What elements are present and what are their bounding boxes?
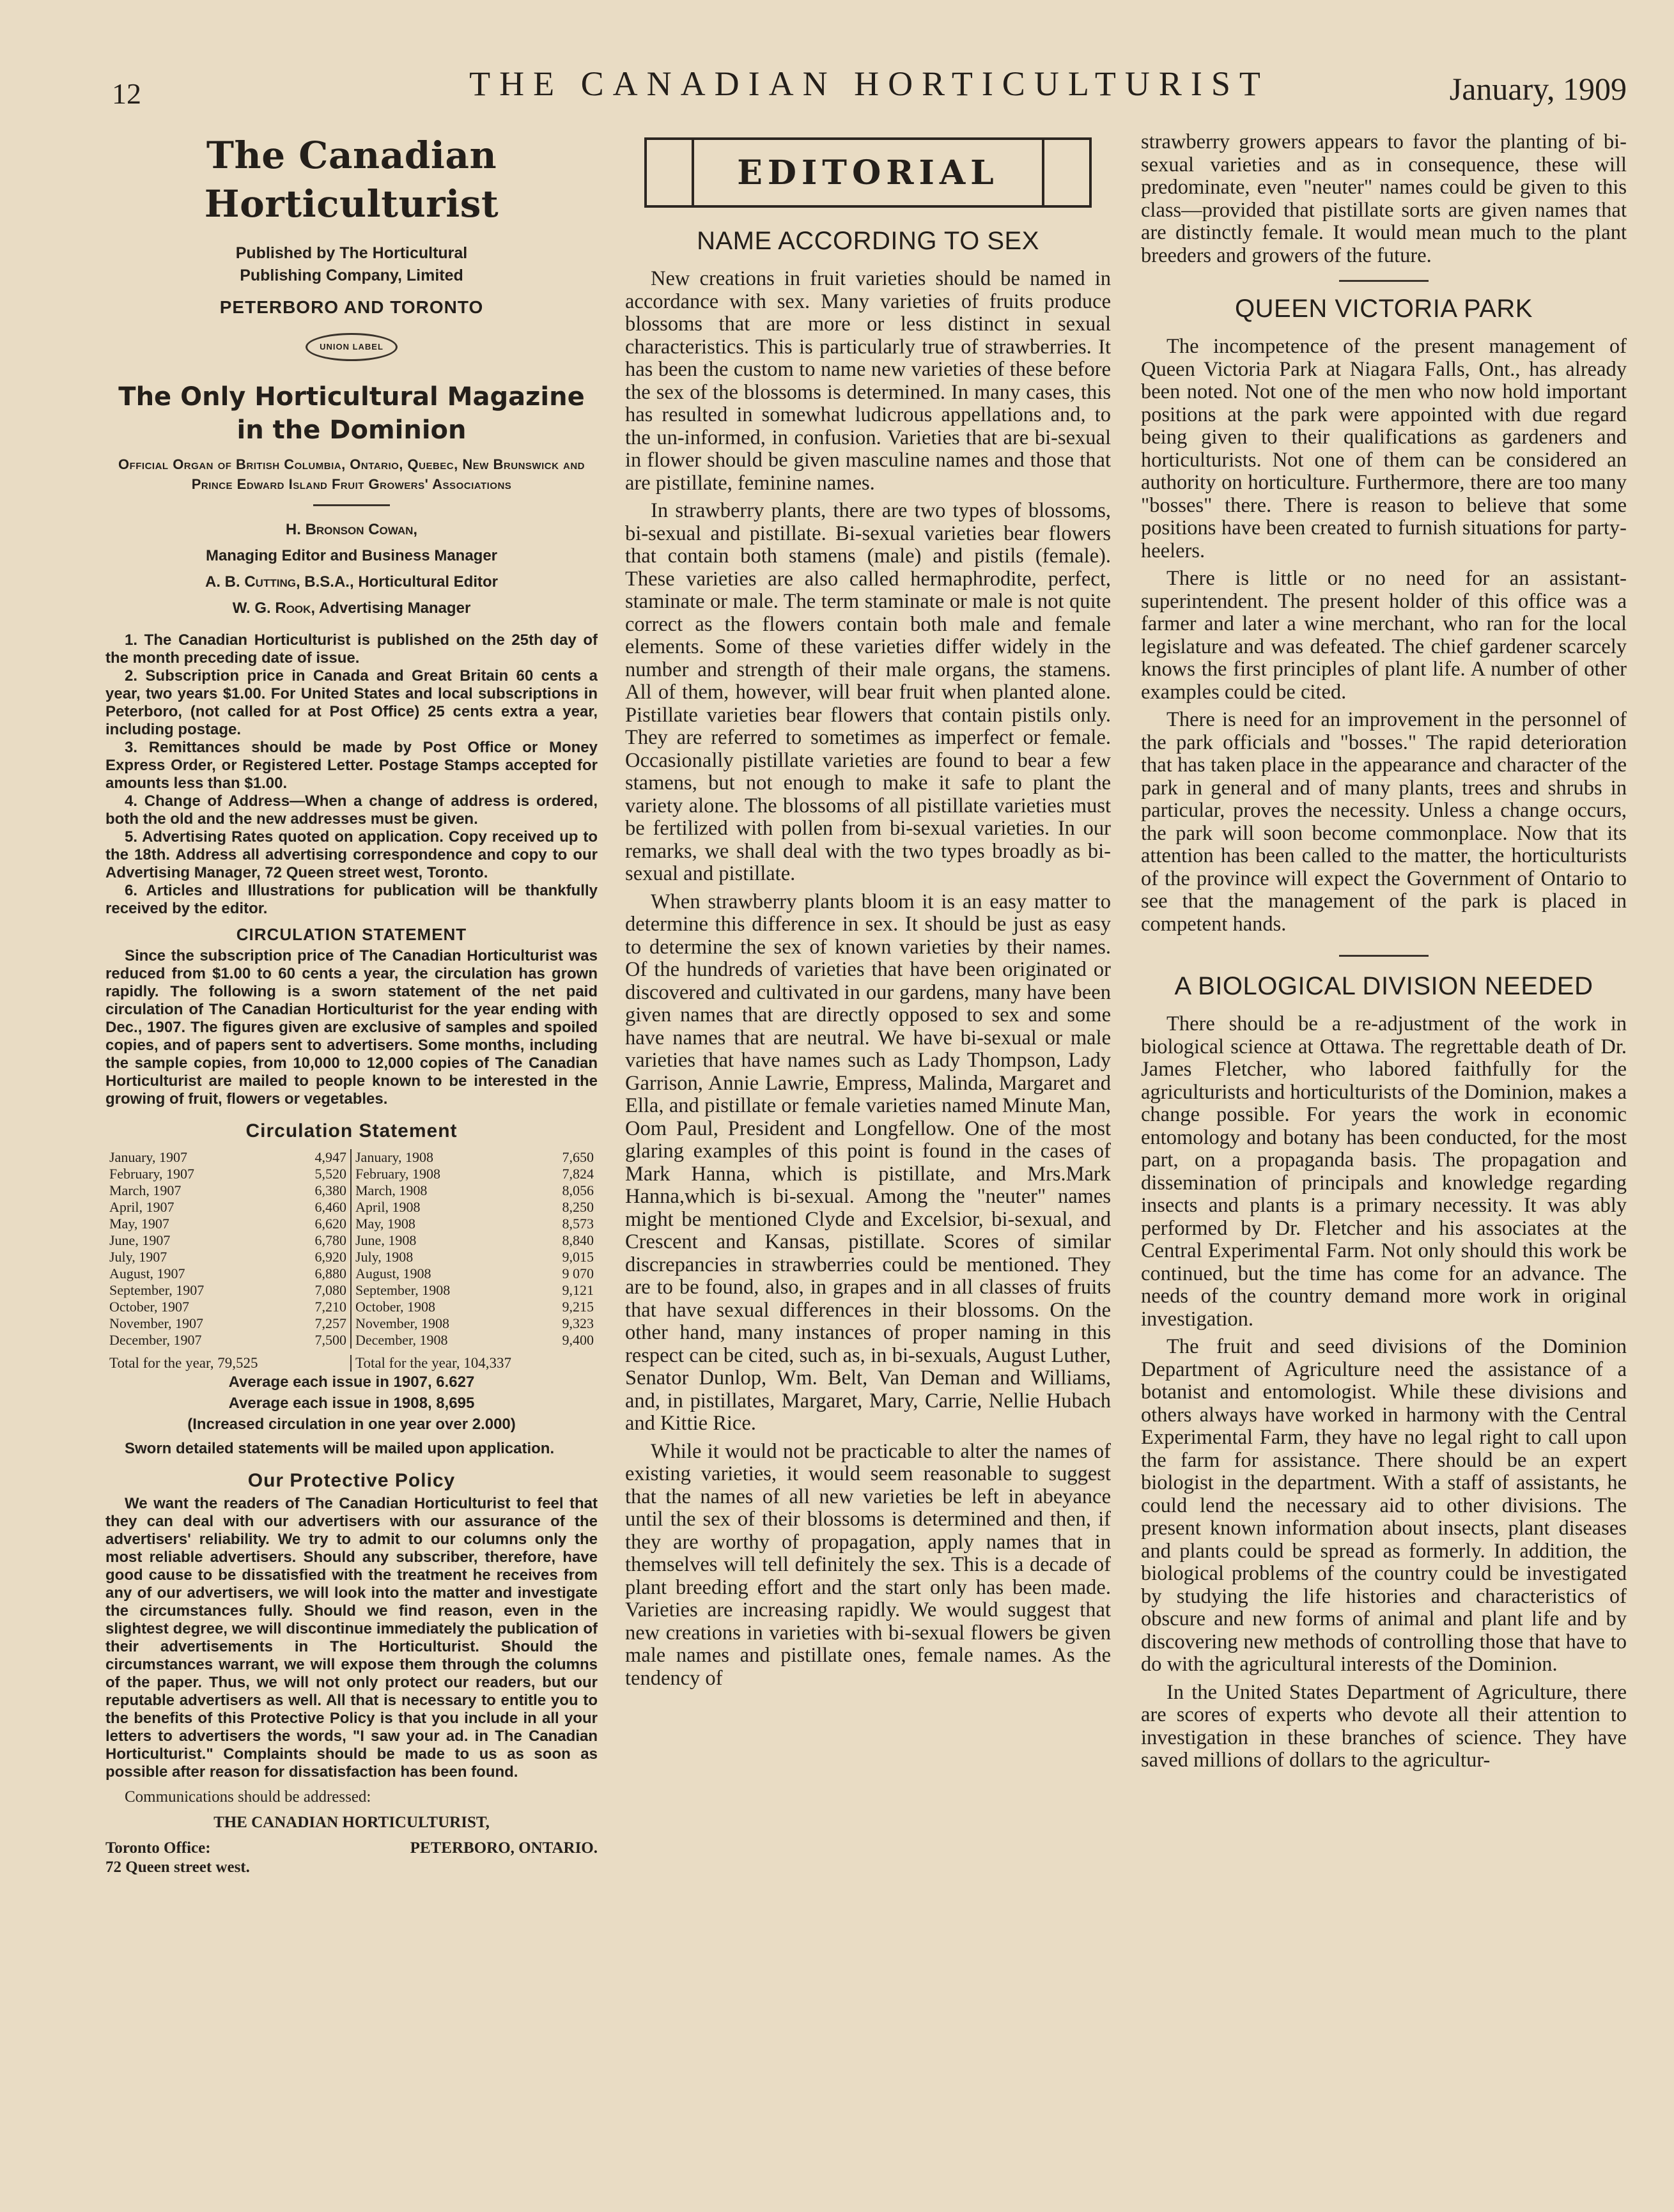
table-row [109,1265,346,1282]
circulation-value: 6,460 [314,1199,346,1215]
article-heading-bio: A BIOLOGICAL DIVISION NEEDED [1174,972,1593,1000]
publication-notices [105,631,598,918]
table-row [109,1182,346,1199]
paragraph: There is need for an improvement in the personnel of the park officials and "bosses." The rapid deterioration that has taken place in the appearance and character of the park in general and of many plants, trees and shrubs in particular, proves the necessity. Unless a change occurs, the park will soon become commonplace. Now that its attention has been called to the matter, the horticulturists of the province will expect the Government of Ontario to see that the management of the park is placed in competent hands. [1141,708,1627,936]
circulation-value: 7,824 [562,1166,594,1182]
article-continuation-sex [1141,131,1627,267]
table-row [355,1199,594,1216]
circulation-value: 7,210 [314,1299,346,1315]
circulation-month: December, 1907 [109,1332,202,1348]
staff-role: Managing Editor and Business Manager [205,547,498,564]
circulation-month: June, 1908 [355,1232,417,1248]
circulation-value: 7,080 [314,1282,346,1298]
circulation-month: February, 1908 [355,1166,440,1182]
circulation-month: July, 1907 [109,1249,167,1265]
address-intro: Communications should be addressed: [125,1788,371,1806]
circulation-value: 9,121 [562,1282,594,1298]
staff-role: Advertising Manager [318,599,471,617]
editorial-column-middle [625,131,1111,2119]
table-row [355,1315,594,1332]
article-heading-park: QUEEN VICTORIA PARK [1235,295,1533,323]
tagline-line: in the Dominion [236,415,467,445]
average-1907: Average each issue in 1907, 6.627 [228,1373,475,1391]
page-number: 12 [112,77,141,110]
article-body-park [1141,336,1627,936]
table-row [109,1216,346,1232]
paragraph: The incompetence of the present management of Queen Victoria Park at Niagara Falls, Ont., has already been noted. Not one of the men who now hold important positions at the park were appointed with due regard being given to their qualifications as gardeners and horticulturists. Not one of them can be considered an authority on horticulture. Furthermore, there are too many "bosses" there. There is reason to believe that some positions have been created to furnish situations for party-heelers. [1141,335,1627,562]
circulation-month: November, 1908 [355,1315,449,1331]
circulation-month: May, 1907 [109,1216,169,1232]
circulation-value: 8,250 [562,1199,594,1215]
union-label-emblem: UNION LABEL [306,333,398,361]
total-1907: Total for the year, 79,525 [105,1355,352,1372]
average-1908: Average each issue in 1908, 8,695 [228,1395,475,1412]
total-1908: Total for the year, 104,337 [355,1355,512,1371]
circulation-month: July, 1908 [355,1249,414,1265]
address-street: 72 Queen street west. [105,1859,250,1876]
official-organ: Official Organ of British Columbia, Ontario, Quebec, New Brunswick and Prince Edward Island Fruit Growers' Associations [118,456,585,492]
article-heading-sex: NAME ACCORDING TO SEX [697,227,1039,255]
table-row [355,1166,594,1182]
paragraph: There should be a re-adjustment of the work in biological science at Ottawa. The regrettable death of Dr. James Fletcher, who labored faithfully for the agriculturists and horticulturists of the Dominion, makes a change possible. For years the work in economic entomology and botany has been conducted, for the most part, on a propaganda basis. The propagation and dissemination of principals and knowledge regarding insects and plants is a primary necessity. It was ably performed by Dr. Fletcher and his associates at the Central Experimental Farm. Not only should this work be continued, but the time has come for an advance. The needs of the country demand more work in original investigation. [1141,1012,1627,1331]
circulation-value: 6,880 [314,1265,346,1281]
notice-item: 5. Advertising Rates quoted on application. Copy received up to the 18th. Address all advertising correspondence and copy to our Advertising Manager, 72 Queen street west, Toronto. [105,828,598,881]
paragraph: There is little or no need for an assistant-superintendent. The present holder of this office was a farmer and later a wine merchant, who ran for the local legislature and was defeated. The chief gardener scarcely knows the first principles of plant life. A number of other examples could be cited. [1141,567,1627,704]
staff-name: W. G. Rook, [232,599,316,617]
circulation-month: February, 1907 [109,1166,194,1182]
publisher-line: Publishing Company, Limited [240,267,463,284]
article-body-sex [625,268,1111,1690]
circulation-value: 5,520 [314,1166,346,1182]
policy-text: We want the readers of The Canadian Horticulturist to feel that they can deal with our advertisers with our assurance of the advertisers' reliability. We try to admit to our columns only the most reliable advertisers. Should any subscriber, therefore, have good cause to be dissatisfied with the treatment he receives from any of our advertisers, we will look into the matter and investigate the circumstances fully. Should we find reason, even in the slightest degree, we will discontinue immediately the publication of their advertisements in The Horticulturist. Should the circumstances warrant, we will expose them through the columns of the paper. Thus, we will not only protect our readers, but our reputable advertisers as well. All that is necessary to entitle you to the benefits of this Protective Policy is that you include in all your letters to advertisers the words, "I saw your ad. in The Canadian Horticulturist." Complaints should be made to us as soon as possible after reason for dissatisfaction has been found. [105,1495,598,1781]
table-row [109,1282,346,1299]
circulation-value: 6,920 [314,1249,346,1265]
table-row [355,1265,594,1282]
circulation-value: 9,215 [562,1299,594,1315]
address-row [105,1839,598,1858]
table-row [109,1315,346,1332]
table-row [355,1299,594,1315]
circulation-value: 8,573 [562,1216,594,1232]
staff-name: A. B. Cutting, B.S.A., [205,573,354,591]
circulation-month: October, 1907 [109,1299,189,1315]
table-row [109,1199,346,1216]
staff-list [105,516,598,621]
circulation-value: 7,500 [314,1332,346,1348]
circulation-value: 6,380 [314,1182,346,1198]
notice-item: 6. Articles and Illustrations for publication will be thankfully received by the editor. [105,882,598,917]
circulation-month: April, 1908 [355,1199,421,1215]
circulation-value: 4,947 [314,1149,346,1165]
table-row [355,1282,594,1299]
circulation-month: August, 1907 [109,1265,185,1281]
circulation-table [105,1149,598,1349]
circulation-month: March, 1908 [355,1182,428,1198]
staff-entry [105,569,598,595]
circulation-month: November, 1907 [109,1315,203,1331]
masthead-column [105,131,598,2119]
paragraph: In the United States Department of Agriculture, there are scores of experts who devote all their attention to investigation in these branches of science. They have saved millions of dollars to the agricultur- [1141,1680,1627,1772]
paragraph: New creations in fruit varieties should be named in accordance with sex. Many varieties of fruits produce blossoms that are more or less distinct in sexual characteristics. This is particularly true of strawberries. It has been the custom to name new varieties of these before the sex of the blossoms is determined. In many cases, this has resulted in somewhat ludicrous appellations and, to the un-informed, in confusion. Varieties that are bi-sexual in flower should be given masculine names and those that are pistillate, feminine names. [625,267,1111,495]
policy-heading: Our Protective Policy [247,1470,456,1491]
divider [313,504,390,506]
masthead-publisher [105,242,598,287]
table-row [355,1182,594,1199]
circulation-month: June, 1907 [109,1232,171,1248]
publisher-line: Published by The Horticultural [235,244,468,262]
running-header [112,64,1627,115]
office-label: Toronto Office: [105,1839,211,1857]
notice-item: 2. Subscription price in Canada and Great Britain 60 cents a year, two years $1.00. For United States and local subscriptions in Peterboro, (not called for at Post Office) 25 cents extra a year, including postage. [105,667,598,738]
circulation-value: 8,056 [562,1182,594,1198]
masthead-title: The Canadian Horticulturist [204,134,499,226]
table-row [109,1149,346,1166]
editorial-box [644,137,1092,208]
circulation-month: April, 1907 [109,1199,174,1215]
sworn-statement: Sworn detailed statements will be mailed upon application. [125,1440,555,1457]
notice-item: 1. The Canadian Horticulturist is published on the 25th day of the month preceding date of issue. [105,631,598,667]
circulation-text: Since the subscription price of The Canadian Horticulturist was reduced from $1.00 to 60 cents a year, the circulation has grown rapidly. The following is a sworn statement of the net paid circulation of The Canadian Horticulturist for the year ending with Dec., 1907. The figures given are exclusive of samples and spoiled copies, and of papers sent to advertisers. Some months, including the sample copies, from 10,000 to 12,000 copies of The Canadian Horticulturist are mailed to people known to be interested in the growing of fruit, flowers or vegetables. [105,947,598,1108]
paragraph: While it would not be practicable to alter the names of existing varieties, it would seem reasonable to suggest that the names of all new varieties be left in abeyance until the sex of their blossoms is determined and then, if they are worthy of propagation, apply names that in themselves will tell definitely the sex. This is a decade of plant breeding effort and the start only has been made. Varieties are increasing rapidly. We would suggest that new creations in varieties with bi-sexual flowers be given male names and pistillate ones, female names. As the tendency of [625,1439,1111,1690]
circulation-totals [105,1355,598,1372]
staff-entry [105,595,598,621]
circulation-1908-column [352,1149,598,1349]
masthead-tagline [105,380,598,447]
circulation-value: 9 070 [562,1265,594,1281]
circulation-month: September, 1907 [109,1282,205,1298]
circulation-month: December, 1908 [355,1332,448,1348]
table-row [355,1332,594,1349]
table-row [355,1216,594,1232]
table-row [109,1332,346,1349]
circulation-month: September, 1908 [355,1282,451,1298]
circulation-value: 6,620 [314,1216,346,1232]
circulation-month: January, 1908 [355,1149,433,1165]
masthead-place: PETERBORO AND TORONTO [219,297,484,317]
address-city: PETERBORO, ONTARIO. [410,1839,598,1857]
circulation-month: January, 1907 [109,1149,187,1165]
editorial-column-right [1141,131,1627,2119]
circulation-value: 9,323 [562,1315,594,1331]
staff-entry [105,516,598,543]
table-row [109,1232,346,1249]
circulation-value: 9,015 [562,1249,594,1265]
article-body-bio [1141,1013,1627,1772]
divider [1339,955,1429,957]
circulation-month: March, 1907 [109,1182,182,1198]
address-block [105,1788,598,1877]
circulation-month: August, 1908 [355,1265,431,1281]
table-row [355,1232,594,1249]
circulation-month: October, 1908 [355,1299,435,1315]
notice-item: 3. Remittances should be made by Post Office or Money Express Order, or Registered Letter. Postage Stamps accepted for amounts less than $1.00. [105,739,598,792]
circulation-value: 9,400 [562,1332,594,1348]
circulation-value: 6,780 [314,1232,346,1248]
circulation-value: 8,840 [562,1232,594,1248]
notice-item: 4. Change of Address—When a change of address is ordered, both the old and the new addresses must be given. [105,793,598,828]
table-row [355,1249,594,1265]
circulation-increase: (Increased circulation in one year over 2.000) [187,1416,516,1433]
issue-date: January, 1909 [1449,71,1627,107]
paragraph: The fruit and seed divisions of the Dominion Department of Agriculture need the assistance of a botanist and entomologist. While these divisions and others always have worked in harmony with the Central Experimental Farm, they have no legal right to call upon the farm for assistance. There should be an expert biologist in the department. With a staff of assistants, he could lend the necessary aid to other divisions. The present known information about insects, plant diseases and plants could be spread as formerly. In addition, the biological problems of the country could be investigated by studying the life histories and characteristics of obscure and new forms of animal and plant life and by discovering new methods of controlling those that have to do with the agricultural interests of the Dominion. [1141,1335,1627,1676]
table-row [109,1249,346,1265]
circulation-value: 7,650 [562,1149,594,1165]
paragraph: When strawberry plants bloom it is an easy matter to determine this difference in sex. It should be just as easy to determine the sex of known varieties by their names. Of the hundreds of varieties that have been originated or discovered and cultivated in our gardens, many have been given names that are directly opposed to sex and some have names that are neutral. We have bi-sexual or male varieties that have names such as Lady Thompson, Lady Garrison, Annie Lawrie, Empress, Malinda, Margaret and Ella, and pistillate or female varieties named Minute Man, Oom Paul, President and Longfellow. One of the most glaring examples of this point is found in the cases of Mark Hanna, which is pistillate, and Mrs.Mark Hanna,which is bi-sexual. Among the "neuter" names might be mentioned Clyde and Excelsior, bi-sexual, and Crescent and Kansas, pistillate. Scores of similar discrepancies in strawberries could be mentioned. They are to be found, also, in grapes and in all classes of fruits that have sexual differences in their blossoms. On the other hand, many instances of proper naming in this respect can be cited, such as, in bi-sexuals, August Luther, Senator Dunlop, Wm. Belt, Van Deman and Williams, and, in pistillates, Margaret, Mary, Carrie, Nellie Hubach and Kittie Rice. [625,890,1111,1435]
staff-entry [105,543,598,569]
divider [1339,280,1429,282]
magazine-title: THE CANADIAN HORTICULTURIST [469,65,1269,103]
circulation-value: 7,257 [314,1315,346,1331]
paragraph: In strawberry plants, there are two types of blossoms, bi-sexual and pistillate. Bi-sexual varieties bear flowers that contain both stamens (male) and pistils (female). These varieties are also called hermaphrodite, perfect, staminate or male. The term staminate or male is not quite correct as the flowers contain both male and female elements. Some of these varieties differ widely in the number and strength of their male organs, the stamens. All of them, however, will bear fruit when planted alone. Pistillate varieties bear flowers that contain pistils only. They are referred to sometimes as imperfect or female. Occasionally pistillate varieties are found to bear a few stamens, but not enough to make it safe to plant the variety alone. The blossoms of all pistillate varieties must be fertilized with pollen from bi-sexual varieties. In our remarks, we shall deal with the two types broadly as bi-sexual and pistillate. [625,499,1111,885]
circulation-1907-column [105,1149,352,1349]
table-row [109,1299,346,1315]
circulation-table-heading: Circulation Statement [245,1120,458,1141]
address-name: THE CANADIAN HORTICULTURIST, [213,1814,490,1831]
staff-name: H. Bronson Cowan, [285,521,418,538]
paragraph: strawberry growers appears to favor the planting of bi-sexual varieties and as in consequence, these will predominate, even "neuter" names could be given to this class—provided that pistillate sorts are given names that are distinctly female. It would mean much to the plant breeders and growers of the future. [1141,131,1627,267]
editorial-label: EDITORIAL [692,140,1044,205]
table-row [109,1166,346,1182]
tagline-line: The Only Horticultural Magazine [118,382,585,412]
table-row [355,1149,594,1166]
circulation-month: May, 1908 [355,1216,415,1232]
staff-role: Horticultural Editor [358,573,498,591]
circulation-heading: CIRCULATION STATEMENT [236,925,467,944]
